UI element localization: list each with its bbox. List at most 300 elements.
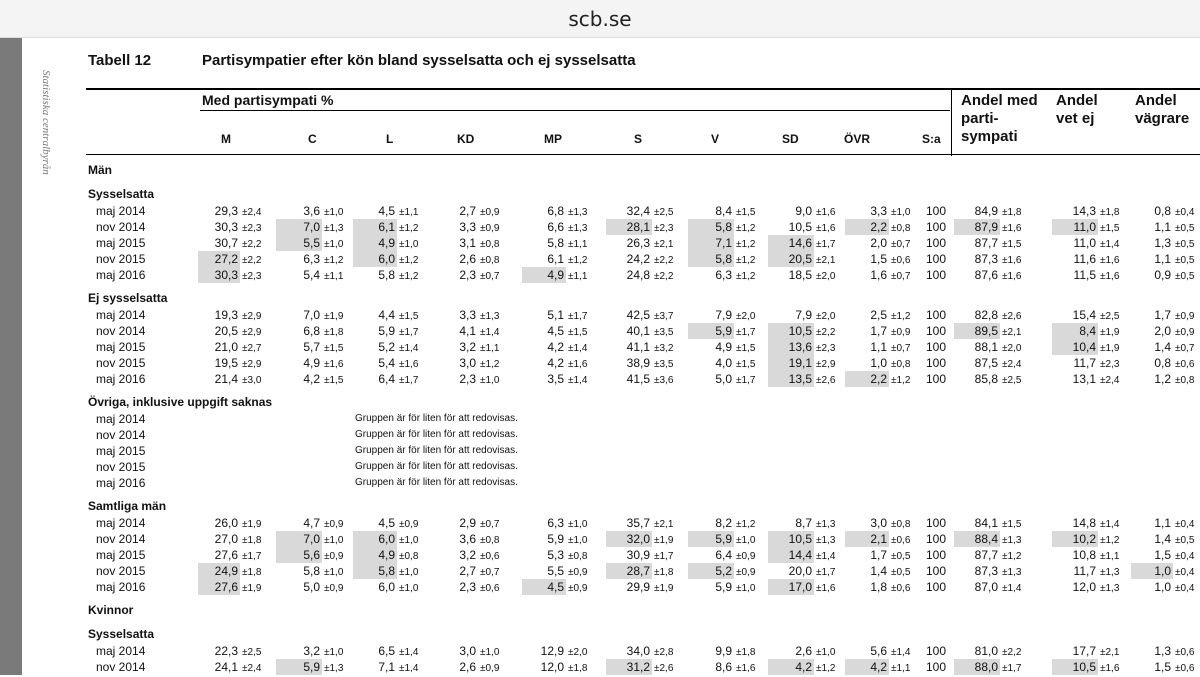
value: 4,1 bbox=[459, 324, 476, 338]
row-label: nov 2015 bbox=[96, 356, 146, 370]
highlighted-value: 5,8 bbox=[688, 219, 734, 235]
highlighted-value: 8,4 bbox=[1052, 323, 1098, 339]
value: 4,0 bbox=[715, 356, 732, 370]
cell-error bbox=[480, 563, 499, 579]
error-value: 1,0 bbox=[485, 375, 500, 386]
cell-error bbox=[736, 267, 755, 283]
plus-minus-sign: ± bbox=[891, 343, 897, 354]
cell-error bbox=[242, 659, 261, 675]
plus-minus-sign: ± bbox=[1002, 239, 1008, 250]
cell-error bbox=[480, 659, 499, 675]
cell-error bbox=[1175, 251, 1194, 267]
error-value: 2,1 bbox=[1105, 647, 1120, 658]
error-value: 1,0 bbox=[329, 567, 344, 578]
cell-value bbox=[276, 339, 322, 355]
value: 3,0 bbox=[459, 644, 476, 658]
cell-value bbox=[276, 515, 322, 531]
plus-minus-sign: ± bbox=[654, 311, 660, 322]
cell-error bbox=[1002, 203, 1021, 219]
cell-value bbox=[606, 235, 652, 251]
plus-minus-sign: ± bbox=[1175, 535, 1181, 546]
cell-value bbox=[1131, 643, 1173, 659]
col-header-sa: S:a bbox=[922, 132, 941, 146]
value: 100 bbox=[925, 220, 946, 234]
value: 1,4 bbox=[1154, 340, 1171, 354]
error-value: 1,0 bbox=[741, 535, 756, 546]
cell-value bbox=[606, 219, 652, 235]
cell-error bbox=[242, 235, 261, 251]
highlighted-value: 88,4 bbox=[954, 531, 1000, 547]
cell-value bbox=[198, 659, 240, 675]
error-value: 2,1 bbox=[1007, 327, 1022, 338]
row-label: maj 2014 bbox=[96, 516, 146, 530]
value: 6,3 bbox=[303, 252, 320, 266]
col-header-s: S bbox=[634, 132, 643, 146]
cell-value bbox=[353, 307, 397, 323]
error-value: 2,1 bbox=[659, 519, 674, 530]
cell-error bbox=[654, 547, 673, 563]
error-value: 0,8 bbox=[573, 551, 588, 562]
error-value: 0,6 bbox=[1180, 647, 1195, 658]
cell-error bbox=[1100, 659, 1119, 675]
suppressed-note: Gruppen är för liten för att redovisas. bbox=[355, 413, 518, 424]
plus-minus-sign: ± bbox=[242, 311, 248, 322]
cell-error bbox=[399, 547, 418, 563]
cell-error bbox=[736, 323, 755, 339]
cell-error bbox=[654, 515, 673, 531]
cell-value bbox=[1131, 547, 1173, 563]
cell-error bbox=[1175, 515, 1194, 531]
error-value: 1,8 bbox=[573, 663, 588, 674]
cell-error bbox=[568, 267, 587, 283]
error-value: 1,5 bbox=[741, 359, 756, 370]
cell-value bbox=[353, 267, 397, 283]
error-value: 0,9 bbox=[1180, 311, 1195, 322]
value: 5,2 bbox=[378, 340, 395, 354]
value: 5,0 bbox=[303, 580, 320, 594]
plus-minus-sign: ± bbox=[1175, 359, 1181, 370]
plus-minus-sign: ± bbox=[816, 567, 822, 578]
cell-value bbox=[353, 531, 397, 547]
cell-value bbox=[436, 203, 478, 219]
error-value: 0,9 bbox=[329, 583, 344, 594]
cell-value bbox=[845, 203, 889, 219]
value: 13,1 bbox=[1072, 372, 1096, 386]
table-label: Tabell 12 bbox=[88, 52, 152, 69]
cell-value bbox=[353, 371, 397, 387]
value: 87,6 bbox=[974, 268, 998, 282]
cell-value bbox=[353, 251, 397, 267]
cell-error bbox=[399, 219, 418, 235]
cell-error bbox=[816, 307, 835, 323]
error-value: 1,4 bbox=[821, 551, 836, 562]
cell-value bbox=[1131, 579, 1173, 595]
cell-error bbox=[736, 307, 755, 323]
error-value: 0,8 bbox=[896, 519, 911, 530]
plus-minus-sign: ± bbox=[1002, 583, 1008, 594]
plus-minus-sign: ± bbox=[816, 327, 822, 338]
error-value: 1,4 bbox=[404, 343, 419, 354]
highlighted-value: 7,1 bbox=[688, 235, 734, 251]
cell-error bbox=[399, 203, 418, 219]
error-value: 1,4 bbox=[485, 327, 500, 338]
cell-value bbox=[606, 307, 652, 323]
highlighted-value: 17,0 bbox=[768, 579, 814, 595]
cell-value bbox=[954, 323, 1000, 339]
cell-value bbox=[1131, 563, 1173, 579]
value: 4,5 bbox=[378, 204, 395, 218]
value: 11,5 bbox=[1073, 268, 1096, 282]
error-value: 2,3 bbox=[247, 271, 262, 282]
value: 7,9 bbox=[715, 308, 732, 322]
plus-minus-sign: ± bbox=[654, 535, 660, 546]
error-value: 2,3 bbox=[821, 343, 836, 354]
error-value: 1,0 bbox=[741, 583, 756, 594]
highlighted-value: 4,9 bbox=[522, 267, 566, 283]
error-value: 0,7 bbox=[896, 271, 911, 282]
cell-error bbox=[1100, 547, 1119, 563]
error-value: 1,5 bbox=[329, 375, 344, 386]
cell-value bbox=[768, 547, 814, 563]
cell-value bbox=[522, 235, 566, 251]
cell-value bbox=[436, 643, 478, 659]
plus-minus-sign: ± bbox=[242, 583, 248, 594]
cell-value bbox=[1052, 339, 1098, 355]
cell-value bbox=[276, 323, 322, 339]
error-value: 0,6 bbox=[1180, 359, 1195, 370]
error-value: 2,6 bbox=[821, 375, 836, 386]
cell-value bbox=[1052, 563, 1098, 579]
error-value: 2,4 bbox=[1007, 359, 1022, 370]
cell-value bbox=[916, 307, 948, 323]
highlighted-value: 20,5 bbox=[768, 251, 814, 267]
cell-error bbox=[242, 547, 261, 563]
error-value: 2,0 bbox=[1007, 343, 1022, 354]
value: 3,1 bbox=[459, 236, 476, 250]
cell-error bbox=[399, 531, 418, 547]
cell-value bbox=[768, 579, 814, 595]
error-value: 3,6 bbox=[659, 375, 674, 386]
plus-minus-sign: ± bbox=[891, 647, 897, 658]
cell-error bbox=[736, 659, 755, 675]
cell-error bbox=[816, 267, 835, 283]
error-value: 2,0 bbox=[573, 647, 588, 658]
value: 3,0 bbox=[459, 356, 476, 370]
table-title: Partisympatier efter kön bland sysselsatta och ej sysselsatta bbox=[202, 52, 636, 69]
value: 10,8 bbox=[1072, 548, 1096, 562]
error-value: 1,2 bbox=[404, 255, 419, 266]
table-row bbox=[0, 307, 1200, 323]
cell-error bbox=[736, 219, 755, 235]
cell-error bbox=[736, 355, 755, 371]
cell-value bbox=[845, 355, 889, 371]
cell-value bbox=[768, 251, 814, 267]
note-row bbox=[0, 411, 1200, 427]
cell-error bbox=[1100, 355, 1119, 371]
plus-minus-sign: ± bbox=[1002, 551, 1008, 562]
table-row bbox=[0, 515, 1200, 531]
plus-minus-sign: ± bbox=[480, 663, 486, 674]
plus-minus-sign: ± bbox=[324, 375, 330, 386]
cell-error bbox=[480, 251, 499, 267]
error-value: 1,0 bbox=[329, 207, 344, 218]
plus-minus-sign: ± bbox=[1175, 375, 1181, 386]
cell-error bbox=[891, 579, 910, 595]
cell-error bbox=[1175, 267, 1194, 283]
highlighted-value: 10,2 bbox=[1052, 531, 1098, 547]
cell-value bbox=[954, 339, 1000, 355]
plus-minus-sign: ± bbox=[242, 359, 248, 370]
cell-value bbox=[198, 267, 240, 283]
error-value: 1,1 bbox=[896, 663, 911, 674]
cell-error bbox=[891, 219, 910, 235]
group-header: Med partisympati % bbox=[202, 92, 334, 108]
error-value: 0,5 bbox=[1180, 271, 1195, 282]
row-label: maj 2014 bbox=[96, 644, 146, 658]
error-value: 1,2 bbox=[573, 255, 588, 266]
cell-error bbox=[1175, 643, 1194, 659]
cell-value bbox=[954, 531, 1000, 547]
highlighted-value: 27,6 bbox=[198, 579, 240, 595]
value: 2,0 bbox=[870, 236, 887, 250]
table-row bbox=[0, 547, 1200, 563]
value: 24,1 bbox=[214, 660, 238, 674]
cell-value bbox=[353, 579, 397, 595]
plus-minus-sign: ± bbox=[399, 255, 405, 266]
error-value: 1,6 bbox=[741, 663, 756, 674]
cell-value bbox=[1131, 203, 1173, 219]
cell-error bbox=[1002, 579, 1021, 595]
plus-minus-sign: ± bbox=[568, 647, 574, 658]
cell-error bbox=[1002, 235, 1021, 251]
cell-error bbox=[324, 371, 343, 387]
error-value: 1,7 bbox=[247, 551, 262, 562]
row-label: maj 2016 bbox=[96, 476, 146, 490]
error-value: 1,8 bbox=[741, 647, 756, 658]
cell-error bbox=[816, 563, 835, 579]
error-value: 1,4 bbox=[404, 647, 419, 658]
value: 1,1 bbox=[870, 340, 887, 354]
cell-error bbox=[1100, 579, 1119, 595]
value: 0,8 bbox=[1154, 204, 1171, 218]
cell-value bbox=[916, 643, 948, 659]
value: 1,4 bbox=[1154, 532, 1171, 546]
cell-error bbox=[1100, 203, 1119, 219]
value: 1,7 bbox=[1154, 308, 1171, 322]
highlighted-value: 6,0 bbox=[353, 251, 397, 267]
plus-minus-sign: ± bbox=[816, 311, 822, 322]
plus-minus-sign: ± bbox=[654, 239, 660, 250]
plus-minus-sign: ± bbox=[242, 255, 248, 266]
error-value: 0,6 bbox=[896, 535, 911, 546]
col-header-ovr: ÖVR bbox=[844, 132, 871, 146]
value: 4,5 bbox=[547, 324, 564, 338]
plus-minus-sign: ± bbox=[736, 255, 742, 266]
row-label: maj 2014 bbox=[96, 308, 146, 322]
cell-value bbox=[522, 371, 566, 387]
cell-error bbox=[1100, 339, 1119, 355]
highlighted-value: 13,6 bbox=[768, 339, 814, 355]
cell-value bbox=[198, 355, 240, 371]
cell-value bbox=[522, 531, 566, 547]
cell-value bbox=[436, 547, 478, 563]
error-value: 1,8 bbox=[1105, 207, 1120, 218]
cell-error bbox=[242, 579, 261, 595]
cell-error bbox=[480, 339, 499, 355]
cell-value bbox=[954, 219, 1000, 235]
value: 1,5 bbox=[1154, 660, 1171, 674]
plus-minus-sign: ± bbox=[568, 239, 574, 250]
cell-value bbox=[198, 515, 240, 531]
error-value: 2,5 bbox=[1105, 311, 1120, 322]
error-value: 0,4 bbox=[1180, 207, 1195, 218]
error-value: 1,1 bbox=[404, 207, 419, 218]
plus-minus-sign: ± bbox=[1002, 375, 1008, 386]
error-value: 1,3 bbox=[1105, 567, 1120, 578]
plus-minus-sign: ± bbox=[1100, 359, 1106, 370]
highlighted-value: 5,9 bbox=[688, 323, 734, 339]
cell-value bbox=[1052, 203, 1098, 219]
value: 84,1 bbox=[974, 516, 998, 530]
cell-value bbox=[436, 371, 478, 387]
plus-minus-sign: ± bbox=[891, 359, 897, 370]
error-value: 0,5 bbox=[896, 567, 911, 578]
cell-value bbox=[606, 515, 652, 531]
plus-minus-sign: ± bbox=[1175, 663, 1181, 674]
row-label: maj 2015 bbox=[96, 548, 146, 562]
cell-value bbox=[916, 267, 948, 283]
highlighted-value: 31,2 bbox=[606, 659, 652, 675]
error-value: 1,0 bbox=[404, 535, 419, 546]
error-value: 1,6 bbox=[1007, 223, 1022, 234]
suppressed-note: Gruppen är för liten för att redovisas. bbox=[355, 429, 518, 440]
cell-error bbox=[324, 515, 343, 531]
plus-minus-sign: ± bbox=[654, 327, 660, 338]
value: 4,4 bbox=[378, 308, 395, 322]
error-value: 0,6 bbox=[896, 583, 911, 594]
cell-value bbox=[276, 563, 322, 579]
plus-minus-sign: ± bbox=[568, 207, 574, 218]
error-value: 1,8 bbox=[1007, 207, 1022, 218]
error-value: 1,0 bbox=[404, 239, 419, 250]
highlighted-value: 1,0 bbox=[1131, 563, 1173, 579]
plus-minus-sign: ± bbox=[242, 551, 248, 562]
highlighted-value: 30,3 bbox=[198, 267, 240, 283]
value: 0,9 bbox=[1154, 268, 1171, 282]
plus-minus-sign: ± bbox=[1175, 343, 1181, 354]
row-label: maj 2016 bbox=[96, 580, 146, 594]
cell-value bbox=[845, 659, 889, 675]
col-header-mp: MP bbox=[544, 132, 562, 146]
cell-value bbox=[688, 267, 734, 283]
error-value: 1,4 bbox=[1105, 519, 1120, 530]
plus-minus-sign: ± bbox=[1100, 327, 1106, 338]
cell-error bbox=[242, 355, 261, 371]
plus-minus-sign: ± bbox=[1175, 311, 1181, 322]
plus-minus-sign: ± bbox=[816, 359, 822, 370]
value: 41,5 bbox=[626, 372, 650, 386]
cell-value bbox=[522, 355, 566, 371]
browser-address-bar[interactable] bbox=[0, 0, 1200, 38]
cell-error bbox=[654, 219, 673, 235]
value: 27,6 bbox=[214, 548, 238, 562]
cell-error bbox=[654, 355, 673, 371]
value: 4,5 bbox=[378, 516, 395, 530]
cell-error bbox=[654, 267, 673, 283]
plus-minus-sign: ± bbox=[891, 311, 897, 322]
plus-minus-sign: ± bbox=[1175, 239, 1181, 250]
cell-error bbox=[816, 339, 835, 355]
error-value: 0,7 bbox=[485, 567, 500, 578]
cell-value bbox=[768, 235, 814, 251]
value: 20,5 bbox=[214, 324, 238, 338]
row-label: nov 2014 bbox=[96, 220, 146, 234]
highlighted-value: 10,5 bbox=[1052, 659, 1098, 675]
cell-error bbox=[654, 643, 673, 659]
cell-value bbox=[198, 643, 240, 659]
plus-minus-sign: ± bbox=[324, 583, 330, 594]
error-value: 3,5 bbox=[659, 359, 674, 370]
error-value: 1,4 bbox=[573, 375, 588, 386]
error-value: 1,6 bbox=[821, 207, 836, 218]
col-header-sd: SD bbox=[782, 132, 799, 146]
cell-value bbox=[954, 643, 1000, 659]
value: 7,0 bbox=[303, 308, 320, 322]
plus-minus-sign: ± bbox=[654, 583, 660, 594]
plus-minus-sign: ± bbox=[399, 311, 405, 322]
cell-error bbox=[816, 515, 835, 531]
cell-value bbox=[353, 547, 397, 563]
error-value: 0,5 bbox=[896, 551, 911, 562]
plus-minus-sign: ± bbox=[480, 207, 486, 218]
value: 5,3 bbox=[547, 548, 564, 562]
highlighted-value: 2,1 bbox=[845, 531, 889, 547]
cell-error bbox=[242, 251, 261, 267]
value: 3,3 bbox=[459, 220, 476, 234]
cell-value bbox=[845, 307, 889, 323]
highlighted-value: 10,5 bbox=[768, 323, 814, 339]
cell-error bbox=[654, 579, 673, 595]
plus-minus-sign: ± bbox=[1175, 647, 1181, 658]
table-row bbox=[0, 643, 1200, 659]
highlighted-value: 5,9 bbox=[276, 659, 322, 675]
cell-error bbox=[324, 547, 343, 563]
value: 87,5 bbox=[974, 356, 998, 370]
cell-value bbox=[688, 355, 734, 371]
error-value: 2,4 bbox=[247, 207, 262, 218]
error-value: 2,2 bbox=[1007, 647, 1022, 658]
cell-error bbox=[568, 579, 587, 595]
cell-value bbox=[768, 323, 814, 339]
cell-value bbox=[1052, 579, 1098, 595]
cell-error bbox=[1100, 307, 1119, 323]
cell-value bbox=[916, 547, 948, 563]
error-value: 1,4 bbox=[1105, 239, 1120, 250]
cell-error bbox=[399, 307, 418, 323]
error-value: 1,1 bbox=[485, 343, 500, 354]
table-row bbox=[0, 219, 1200, 235]
value: 11,7 bbox=[1073, 564, 1096, 578]
cell-value bbox=[768, 531, 814, 547]
error-value: 2,1 bbox=[821, 255, 836, 266]
cell-value bbox=[688, 643, 734, 659]
value: 100 bbox=[925, 268, 946, 282]
cell-value bbox=[276, 251, 322, 267]
header-bottom-rule bbox=[86, 154, 1200, 155]
cell-error bbox=[736, 203, 755, 219]
cell-value bbox=[606, 203, 652, 219]
cell-error bbox=[324, 659, 343, 675]
